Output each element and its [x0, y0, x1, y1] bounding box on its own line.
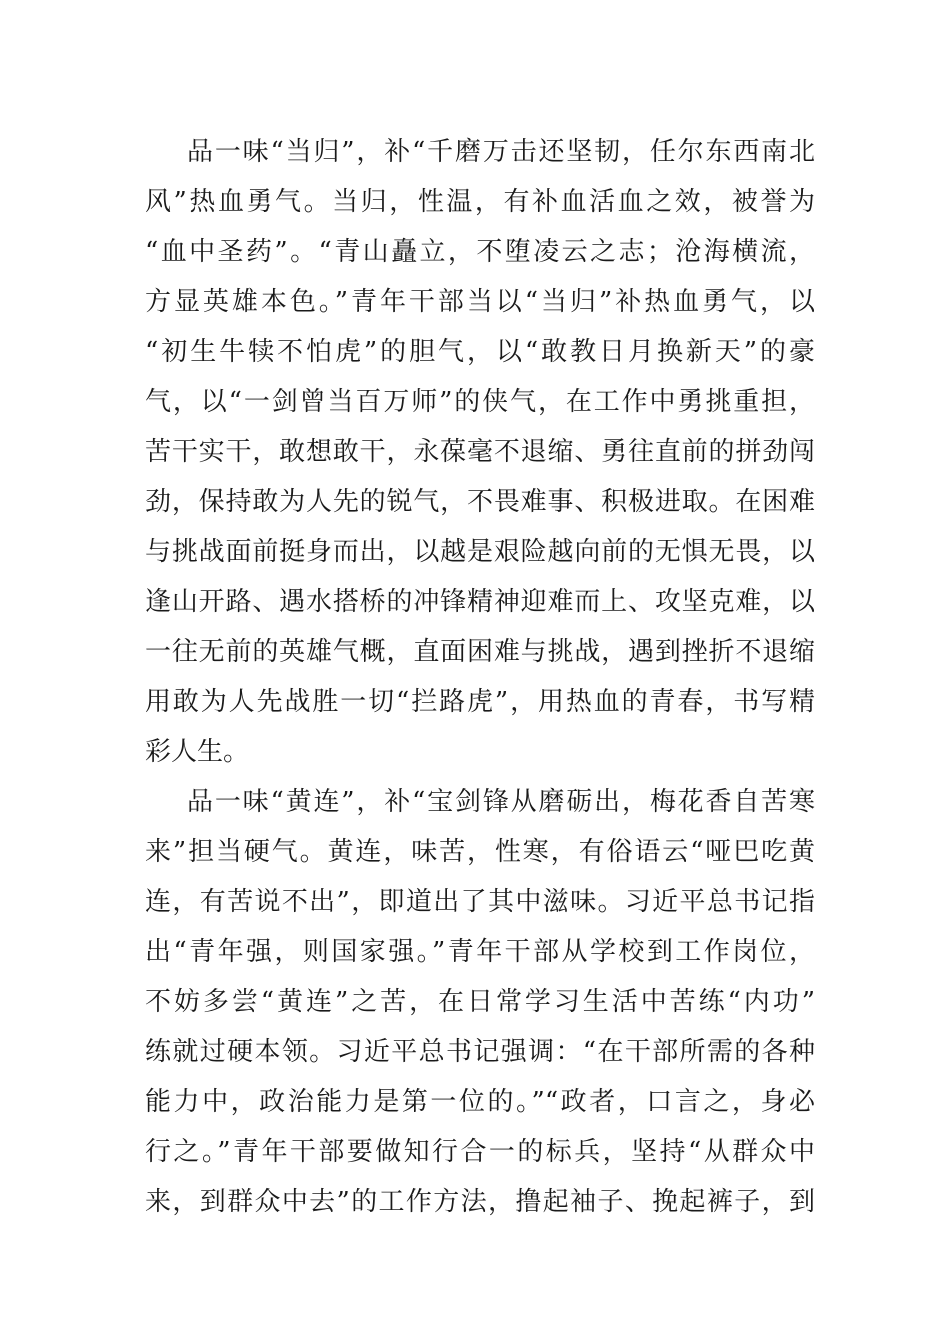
- text-line: 出“青年强，则国家强。”青年干部从学校到工作岗位，: [145, 937, 815, 967]
- text-line: 品一味“黄连”，补“宝剑锋从磨砺出，梅花香自苦寒: [187, 787, 815, 817]
- text-line: 不妨多尝“黄连”之苦，在日常学习生活中苦练“内功”: [145, 987, 815, 1017]
- text-line: 风”热血勇气。当归，性温，有补血活血之效，被誉为: [145, 187, 815, 217]
- text-line: 气，以“一剑曾当百万师”的侠气，在工作中勇挑重担，: [145, 387, 815, 417]
- document-body: [145, 127, 815, 1227]
- text-line: 来”担当硬气。黄连，味苦，性寒，有俗语云“哑巴吃黄: [145, 837, 815, 867]
- text-line: 彩人生。: [145, 737, 250, 767]
- text-line: 一往无前的英雄气概，直面困难与挑战，遇到挫折不退缩: [145, 637, 815, 667]
- text-line: 劲，保持敢为人先的锐气，不畏难事、积极进取。在困难: [145, 487, 815, 517]
- text-line: 行之。”青年干部要做知行合一的标兵，坚持“从群众中: [145, 1137, 815, 1167]
- text-line: 与挑战面前挺身而出，以越是艰险越向前的无惧无畏，以: [145, 537, 815, 567]
- text-line: “初生牛犊不怕虎”的胆气，以“敢教日月换新天”的豪: [145, 337, 815, 367]
- text-line: 逢山开路、遇水搭桥的冲锋精神迎难而上、攻坚克难，以: [145, 587, 815, 617]
- text-line: 用敢为人先战胜一切“拦路虎”，用热血的青春，书写精: [145, 687, 815, 717]
- text-line: 连，有苦说不出”，即道出了其中滋味。习近平总书记指: [145, 887, 815, 917]
- paragraph-danggui: [145, 127, 815, 777]
- text-line: 练就过硬本领。习近平总书记强调：“在干部所需的各种: [145, 1037, 815, 1067]
- text-line: 方显英雄本色。”青年干部当以“当归”补热血勇气，以: [145, 287, 815, 317]
- text-line: 能力中，政治能力是第一位的。”“政者，口言之，身必: [145, 1087, 815, 1117]
- text-line: 苦干实干，敢想敢干，永葆毫不退缩、勇往直前的拼劲闯: [145, 437, 815, 467]
- paragraph-huanglian: [145, 777, 815, 1227]
- text-line: “血中圣药”。“青山矗立，不堕凌云之志；沧海横流，: [145, 237, 815, 267]
- text-line: 来，到群众中去”的工作方法，撸起袖子、挽起裤子，到: [145, 1187, 815, 1217]
- text-line: 品一味“当归”，补“千磨万击还坚韧，任尔东西南北: [187, 137, 815, 167]
